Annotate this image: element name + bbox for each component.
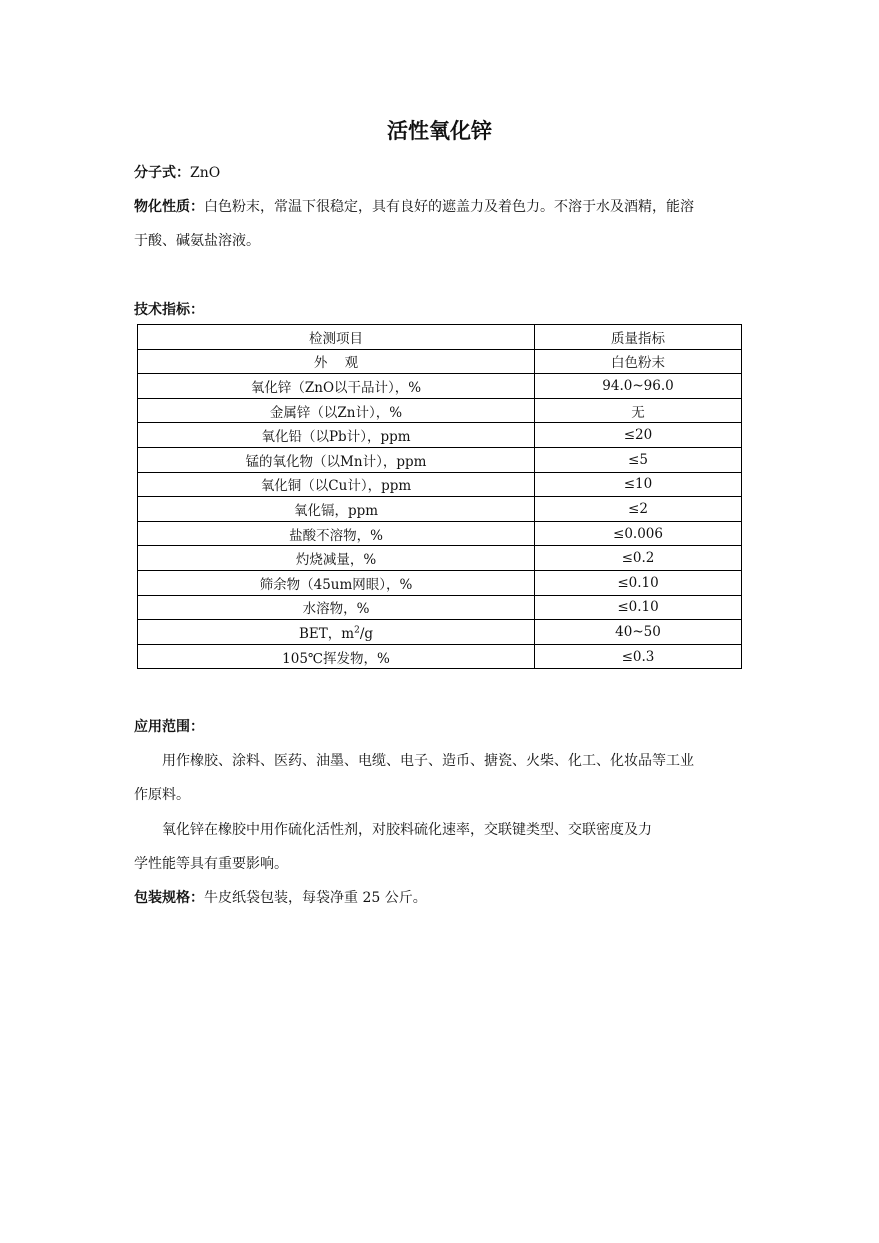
row-value: ≤0.2 xyxy=(535,546,742,571)
row-item: 氧化铜（以Cu计），ppm xyxy=(138,472,535,497)
application-paragraph-1-line-1: 用作橡胶、涂料、医药、油墨、电缆、电子、造币、搪瓷、火柴、化工、化妆品等工业 xyxy=(162,753,694,769)
row-item: 金属锌（以Zn计），% xyxy=(138,398,535,423)
bet-superscript: 2 xyxy=(354,625,360,636)
table-header-row xyxy=(138,325,742,350)
table-row xyxy=(138,374,742,399)
row-item: 氧化锌（ZnO以干品计），% xyxy=(138,374,535,399)
row-item: 灼烧减量，% xyxy=(138,546,535,571)
row-item: 筛余物（45um网眼），% xyxy=(138,570,535,595)
row-item: 氧化镉，ppm xyxy=(138,497,535,522)
formula-line xyxy=(134,162,754,182)
table-row xyxy=(138,423,742,448)
row-item: 盐酸不溶物，% xyxy=(138,521,535,546)
row-value: ≤10 xyxy=(535,472,742,497)
table-row xyxy=(138,620,742,645)
row-value: ≤0.006 xyxy=(535,521,742,546)
table-row xyxy=(138,447,742,472)
table-row xyxy=(138,472,742,497)
row-value: ≤0.10 xyxy=(535,595,742,620)
table-row xyxy=(138,521,742,546)
table-row xyxy=(138,497,742,522)
properties-text-1: 白色粉末，常温下很稳定，具有良好的遮盖力及着色力。不溶于水及酒精，能溶 xyxy=(204,199,694,215)
properties-line-1 xyxy=(134,196,754,216)
tech-spec-label: 技术指标： xyxy=(134,302,204,318)
formula-label: 分子式： xyxy=(134,165,190,181)
table-row xyxy=(138,546,742,571)
row-item: 锰的氧化物（以Mn计），ppm xyxy=(138,447,535,472)
table-row xyxy=(138,398,742,423)
row-value: 40~50 xyxy=(535,620,742,645)
row-value: ≤20 xyxy=(535,423,742,448)
row-item xyxy=(138,620,535,645)
row-value: ≤5 xyxy=(535,447,742,472)
packaging-label: 包装规格： xyxy=(134,890,204,906)
row-value: ≤0.3 xyxy=(535,644,742,669)
properties-line-2: 于酸、碱氨盐溶液。 xyxy=(134,233,260,249)
row-value: 无 xyxy=(535,398,742,423)
row-item: 氧化铅（以Pb计），ppm xyxy=(138,423,535,448)
row-value: 白色粉末 xyxy=(535,349,742,374)
application-paragraph-1-line-2: 作原料。 xyxy=(134,787,190,803)
bet-prefix: BET，m xyxy=(298,625,355,642)
row-item: 外 观 xyxy=(138,349,535,374)
header-value: 质量指标 xyxy=(535,325,742,350)
document-title: 活性氧化锌 xyxy=(387,118,492,143)
properties-label: 物化性质： xyxy=(134,199,204,215)
packaging-line xyxy=(134,887,754,907)
row-item: 105℃挥发物，% xyxy=(138,644,535,669)
application-paragraph-2-line-2: 学性能等具有重要影响。 xyxy=(134,856,288,872)
table-row xyxy=(138,349,742,374)
header-item: 检测项目 xyxy=(138,325,535,350)
bet-suffix: /g xyxy=(359,625,374,642)
packaging-text: 牛皮纸袋包装，每袋净重 25 公斤。 xyxy=(204,890,427,906)
row-value: ≤2 xyxy=(535,497,742,522)
row-value: ≤0.10 xyxy=(535,570,742,595)
spec-table xyxy=(137,324,742,669)
formula-value: ZnO xyxy=(190,165,221,181)
row-value: 94.0~96.0 xyxy=(535,374,742,399)
application-label: 应用范围： xyxy=(134,719,204,735)
table-row xyxy=(138,644,742,669)
application-paragraph-2-line-1: 氧化锌在橡胶中用作硫化活性剂，对胶料硫化速率，交联键类型、交联密度及力 xyxy=(162,822,652,838)
table-row xyxy=(138,570,742,595)
row-item: 水溶物，% xyxy=(138,595,535,620)
table-row xyxy=(138,595,742,620)
